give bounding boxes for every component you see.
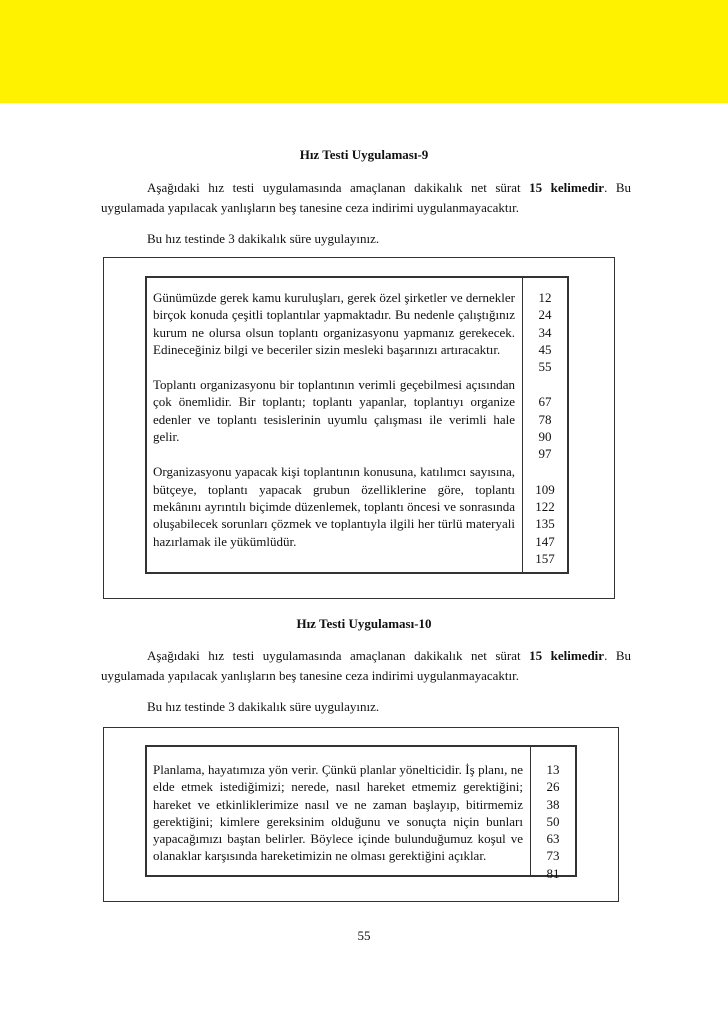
word-count: 24: [538, 307, 552, 323]
section1-intro: [101, 178, 631, 218]
word-count: 67: [538, 394, 552, 410]
word-count: 55: [538, 359, 552, 375]
reading-paragraph: Planlama, hayatımıza yön verir. Çünkü planlar yönelticidir. İş planı, ne elde etmek istediğimizi; nerede, nasıl hareket etmemiz gerektiğini; hareket ve etkinliklerimize nasıl ve ne zaman başlayıp, bitirmemiz gerektiğini; kimlere gereksinim olduğunu ve sonuçta niçin bunları yapacağımızı baştan belirler. Böylece içinde bulunduğumuz koşul ve olanaklar karşısında hareketimizin ne olması gerektiğini açıklar.: [153, 762, 523, 864]
section2-word-count-column: [530, 747, 575, 881]
word-count: 135: [535, 516, 555, 532]
word-count: 38: [546, 796, 560, 812]
section2-intro-text: Aşağıdaki hız testi uygulamasında amaçlanan dakikalık net sürat: [147, 648, 530, 663]
page-number: 55: [357, 928, 371, 943]
word-count: 26: [546, 779, 560, 795]
section1-intro-text: Aşağıdaki hız testi uygulamasında amaçlanan dakikalık net sürat: [147, 180, 530, 195]
section1-title: Hız Testi Uygulaması-9: [299, 147, 429, 162]
word-count: 81: [546, 865, 560, 881]
word-count: 34: [538, 324, 552, 340]
section1-duration-note: Bu hız testinde 3 dakikalık süre uygulayınız.: [147, 231, 380, 246]
reading-paragraph: Toplantı organizasyonu bir toplantının verimli geçebilmesi açısından çok önemlidir. Bir toplantı; toplantı yapanlar, toplantıyı organize edenler ve toplantı tesislerinin uyumlu çalışması ile verimli hale gelir.: [153, 377, 515, 445]
section2-title: Hız Testi Uygulaması-10: [296, 616, 432, 631]
word-count: 97: [538, 446, 552, 462]
word-count: 50: [546, 813, 560, 829]
section2-text-column: [147, 747, 530, 875]
section1-text-column: [147, 278, 522, 572]
section1-intro-rest: . Bu uygulamada yapılacak yanlışların beş tanesine ceza indirimi uygulanmayacaktır.: [101, 180, 632, 215]
reading-paragraph: Günümüzde gerek kamu kuruluşları, gerek özel şirketler ve dernekler birçok konuda çeşitli toplantılar yapmaktadır. Bu nedenle çalıştığınız kurum ne olursa olsun toplantı organizasyonu yapmanız gerekecek. Edineceğiniz bilgi ve beceriler sizin mesleki başarınızı artıracaktır.: [153, 290, 515, 357]
section1-intro-target: 15 kelimedir: [529, 180, 605, 195]
word-count: 13: [546, 762, 560, 777]
section2-intro: [101, 646, 631, 686]
word-count: 73: [546, 848, 560, 864]
word-count: 90: [538, 429, 552, 445]
word-count: 45: [538, 341, 552, 357]
word-count: 109: [535, 481, 555, 497]
section2-intro-target: 15 kelimedir: [529, 648, 605, 663]
reading-paragraph: Organizasyonu yapacak kişi toplantının konusuna, katılımcı sayısına, bütçeye, toplantı yapacak grubun özelliklerine göre, toplantı mekânını ayrıntılı biçimde düzenlemek, toplantı öncesi ve sonrasında oluşabilecek sorunları çözmek ve toplantıyla ilgili her türlü materyali hazırlamak ile yükümlüdür.: [153, 464, 515, 549]
word-count: 12: [538, 290, 552, 305]
word-count: 122: [535, 498, 555, 514]
word-count: 157: [535, 550, 555, 566]
section2-duration-note: Bu hız testinde 3 dakikalık süre uygulayınız.: [147, 699, 380, 714]
word-count: 147: [535, 533, 555, 549]
section1-reading-box: [145, 276, 569, 574]
word-count: 63: [546, 831, 560, 847]
word-count: 78: [538, 411, 552, 427]
section2-intro-rest: . Bu uygulamada yapılacak yanlışların beş tanesine ceza indirimi uygulanmayacaktır.: [101, 648, 632, 683]
section2-reading-box: [145, 745, 577, 881]
header-banner: [0, 0, 728, 103]
section1-word-count-column: [522, 278, 567, 572]
